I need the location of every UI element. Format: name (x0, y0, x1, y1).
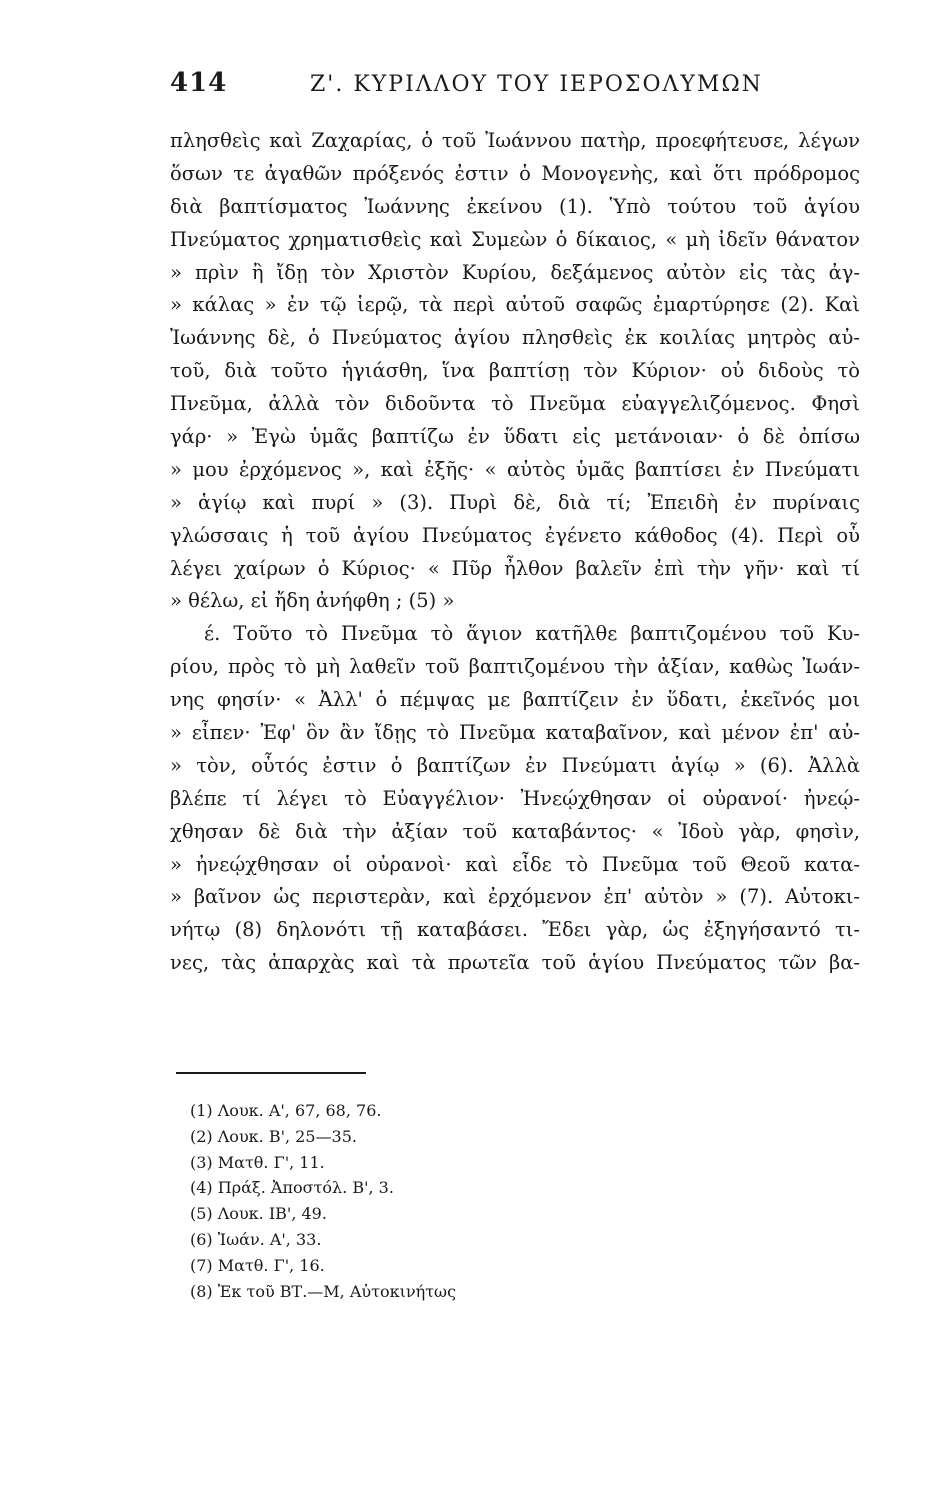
text-line: βλέπε τί λέγει τὸ Εὐαγγέλιον· Ἠνεῴχθησαν οἱ οὐρανοί· ἠνεῴ- (170, 786, 860, 810)
text-line: νες, τὰς ἀπαρχὰς καὶ τὰ πρωτεῖα τοῦ ἁγίου Πνεύματος τῶν βα- (170, 951, 860, 975)
running-title: Ζ'. ΚΥΡΙΛΛΟΥ ΤΟΥ ΙΕΡΟΣΟΛΥΜΩΝ (310, 72, 763, 97)
text-line: » κάλας » ἐν τῷ ἱερῷ, τὰ περὶ αὐτοῦ σαφῶς ἐμαρτύρησε (2). Καὶ (170, 293, 860, 317)
text-line: Ἰωάννης δὲ, ὁ Πνεύματος ἁγίου πλησθεὶς ἐκ κοιλίας μητρὸς αὐ- (170, 326, 860, 350)
footnote: (3) Ματθ. Γ', 11. (190, 1152, 325, 1172)
text-line: » εἶπεν· Ἐφ' ὃν ἂν ἴδῃς τὸ Πνεῦμα καταβαῖνον, καὶ μένον ἐπ' αὐ- (170, 721, 860, 745)
footnote-rule (176, 1072, 366, 1074)
footnote: (8) Ἐκ τοῦ ΒΤ.—Μ, Αὐτοκινήτως (190, 1281, 457, 1301)
text-line: νήτῳ (8) δηλονότι τῇ καταβάσει. Ἔδει γὰρ, ὡς ἐξηγήσαντό τι- (170, 918, 860, 942)
page-number: 414 (170, 68, 228, 98)
text-line: » ἁγίῳ καὶ πυρί » (3). Πυρὶ δὲ, διὰ τί; Ἐπειδὴ ἐν πυρίναις (170, 490, 860, 514)
text-line: ὅσων τε ἀγαθῶν πρόξενός ἐστιν ὁ Μονογενὴς, καὶ ὅτι πρόδρομος (170, 161, 860, 185)
text-line: χθησαν δὲ διὰ τὴν ἀξίαν τοῦ καταβάντος· « Ἰδοὺ γὰρ, φησὶν, (170, 819, 860, 843)
footnote: (7) Ματθ. Γ', 16. (190, 1255, 325, 1275)
body-text (170, 125, 860, 980)
text-line: λέγει χαίρων ὁ Κύριος· « Πῦρ ἦλθον βαλεῖν ἐπὶ τὴν γῆν· καὶ τί (170, 556, 860, 580)
running-head (170, 68, 870, 108)
text-line: » βαῖνον ὡς περιστερὰν, καὶ ἐρχόμενον ἐπ' αὐτὸν » (7). Αὐτοκι- (170, 885, 860, 909)
text-line: » μου ἐρχόμενος », καὶ ἑξῆς· « αὐτὸς ὑμᾶς βαπτίσει ἐν Πνεύματι (170, 457, 860, 481)
text-line: έ. Τοῦτο τὸ Πνεῦμα τὸ ἅγιον κατῆλθε βαπτιζομένου τοῦ Κυ- (204, 622, 860, 646)
footnote: (2) Λουκ. Β', 25—35. (190, 1126, 357, 1146)
footnote: (4) Πράξ. Ἀποστόλ. Β', 3. (190, 1178, 394, 1198)
footnotes (190, 1098, 690, 1304)
text-line: » ἠνεῴχθησαν οἱ οὐρανοὶ· καὶ εἶδε τὸ Πνεῦμα τοῦ Θεοῦ κατα- (170, 852, 860, 876)
text-line: » θέλω, εἰ ἤδη ἀνήφθη ; (5) » (170, 589, 455, 613)
text-line: γλώσσαις ἡ τοῦ ἁγίου Πνεύματος ἐγένετο κάθοδος (4). Περὶ οὗ (170, 523, 860, 547)
text-line: » πρὶν ἢ ἴδῃ τὸν Χριστὸν Κυρίου, δεξάμενος αὐτὸν εἰς τὰς ἀγ- (170, 260, 860, 284)
text-line: τοῦ, διὰ τοῦτο ἡγιάσθη, ἵνα βαπτίσῃ τὸν Κύριον· οὐ διδοὺς τὸ (170, 359, 860, 383)
text-line: Πνεῦμα, ἀλλὰ τὸν διδοῦντα τὸ Πνεῦμα εὐαγγελιζόμενος. Φησὶ (170, 392, 860, 416)
text-line: ρίου, πρὸς τὸ μὴ λαθεῖν τοῦ βαπτιζομένου τὴν ἀξίαν, καθὼς Ἰωάν- (170, 655, 860, 679)
text-line: Πνεύματος χρηματισθεὶς καὶ Συμεὼν ὁ δίκαιος, « μὴ ἰδεῖν θάνατον (170, 227, 860, 251)
footnote: (6) Ἰωάν. Α', 33. (190, 1229, 322, 1249)
text-line: διὰ βαπτίσματος Ἰωάννης ἐκείνου (1). Ὑπὸ τούτου τοῦ ἁγίου (170, 194, 860, 218)
text-line: νης φησίν· « Ἀλλ' ὁ πέμψας με βαπτίζειν ἐν ὕδατι, ἐκεῖνός μοι (170, 688, 860, 712)
text-line: πλησθεὶς καὶ Ζαχαρίας, ὁ τοῦ Ἰωάννου πατὴρ, προεφήτευσε, λέγων (170, 129, 860, 152)
text-line: γάρ· » Ἐγὼ ὑμᾶς βαπτίζω ἐν ὕδατι εἰς μετάνοιαν· ὁ δὲ ὀπίσω (170, 425, 860, 449)
footnote: (5) Λουκ. ΙΒ', 49. (190, 1204, 327, 1224)
footnote: (1) Λουκ. Α', 67, 68, 76. (190, 1101, 382, 1120)
text-line: » τὸν, οὗτός ἐστιν ὁ βαπτίζων ἐν Πνεύματι ἁγίῳ » (6). Ἀλλὰ (170, 753, 860, 777)
